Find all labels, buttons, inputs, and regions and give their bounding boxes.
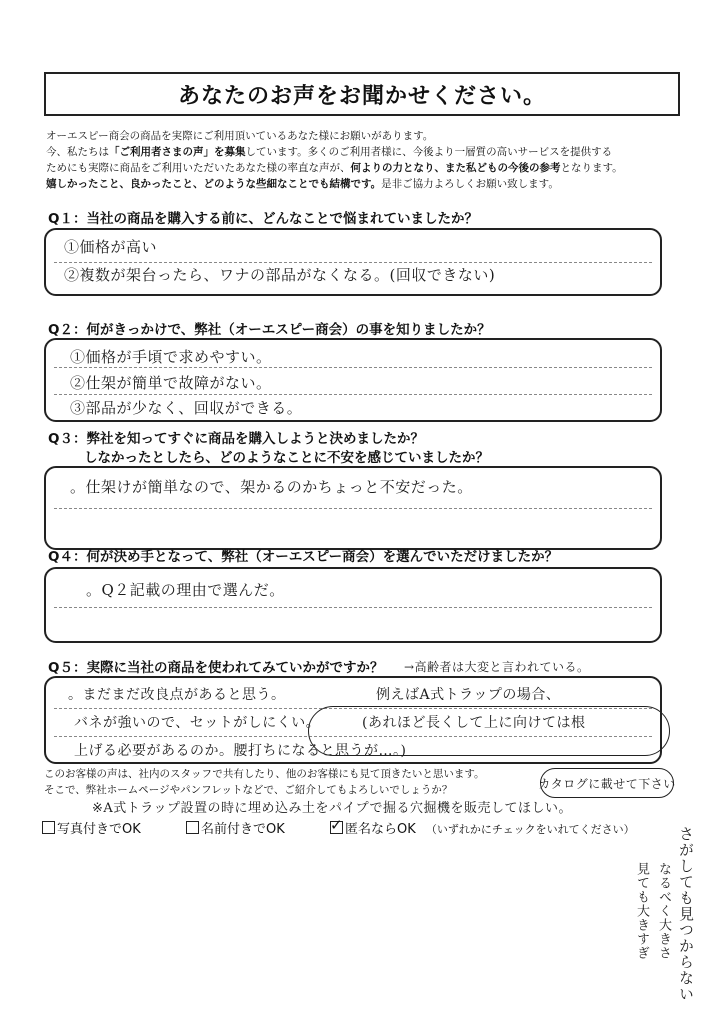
footer-line-2: そこで、弊社ホームページやパンフレットなどで、ご紹介してもよろしいでしょうか？: [44, 784, 453, 796]
page-title: あなたのお声をお聞かせください。: [177, 83, 546, 109]
answer-box-4[interactable]: [44, 567, 662, 643]
dotted-line: [54, 262, 652, 263]
checkbox-name[interactable]: [186, 818, 285, 837]
intro-line-2b: 「ご利用者さまの声」を募集: [109, 146, 246, 158]
handwritten-bracket: [308, 706, 670, 756]
catalog-bubble-text: カタログに載せて下さい: [538, 776, 676, 791]
intro-line-4b: 是非ご協力よろしくお願い致します。: [381, 178, 559, 190]
answer-box-1[interactable]: [44, 228, 662, 296]
intro-line-2: [46, 144, 686, 160]
check-mark-icon: ✓: [330, 816, 343, 834]
dotted-line: [54, 394, 652, 395]
answer-4-line-1: 。Q２記載の理由で選んだ。: [86, 581, 285, 599]
answer-5-note: →高齢者は大変と言われている。: [404, 660, 590, 674]
answer-5-line-1: 。まだまだ改良点があると思う。: [68, 687, 286, 703]
vertical-note-3: 見ても大きすぎ: [634, 862, 649, 960]
checkbox-name-box[interactable]: [186, 821, 199, 834]
question-3-line-2: しなかったとしたら、どのようなことに不安を感じていましたか？: [84, 450, 489, 466]
footer-line-1: このお客様の声は、社内のスタッフで共有したり、他のお客様にも見て頂きたいと思います。: [44, 768, 485, 780]
answer-2-line-2: ②仕架が簡単で故障がない。: [70, 374, 272, 392]
vertical-note-2: なるべく大きさ: [656, 862, 671, 960]
answer-5-line-1b: 例えばA式トラップの場合、: [376, 687, 561, 703]
catalog-bubble: [540, 768, 674, 798]
intro-line-3b: 何よりの力となり、また私どもの今後の参考: [350, 162, 561, 174]
intro-text: [46, 128, 686, 192]
checkbox-anon-label: 匿名ならOK: [345, 822, 416, 837]
extra-request: ※A式トラップ設置の時に埋め込み土をパイプで掘る穴掘機を販売してほしい。: [92, 801, 573, 816]
question-3-line-1: Q３：弊社を知ってすぐに商品を購入しようと決めましたか？: [48, 431, 424, 447]
intro-line-3: [46, 160, 686, 176]
checkbox-anon-box[interactable]: [330, 816, 343, 834]
intro-line-1: オーエスピー商会の商品を実際にご利用頂いているあなた様にお願いがあります。: [46, 130, 434, 142]
answer-5-line-2a: バネが強いので、セットがしにくい。: [74, 715, 321, 731]
answer-2-line-3: ③部品が少なく、回収ができる。: [70, 399, 303, 417]
answer-box-2[interactable]: [44, 338, 662, 422]
answer-2-line-1: ①価格が手頃で求めやすい。: [70, 348, 272, 366]
intro-line-3c: となります。: [560, 162, 623, 174]
title-box: [44, 72, 680, 116]
intro-line-3a: ためにも実際に商品をご利用いただいたあなた様の率直な声が、: [46, 162, 351, 174]
answer-box-3[interactable]: [44, 466, 662, 550]
answer-1-line-2: ②複数が架台ったら、ワナの部品がなくなる。(回収できない): [64, 266, 496, 284]
checkbox-photo[interactable]: [42, 818, 141, 837]
question-2: Q２：何がきっかけで、弊社（オーエスピー商会）の事を知りましたか？: [48, 322, 491, 338]
answer-5-line-3: 上げる必要があるのか。腰打ちになると思うが…。): [74, 743, 407, 759]
intro-line-4a: 嬉しかったこと、良かったこと、どのような些細なことでも結構です。: [46, 178, 382, 190]
dotted-line: [54, 607, 652, 608]
checkbox-anon[interactable]: [330, 818, 635, 837]
answer-1-line-1: ①価格が高い: [64, 238, 158, 256]
dotted-line: [54, 367, 652, 368]
question-1: Q１：当社の商品を購入する前に、どんなことで悩まれていましたか？: [48, 211, 478, 227]
intro-line-4: [46, 176, 686, 192]
question-5: Q５：実際に当社の商品を使われてみていかがですか？: [48, 660, 384, 676]
checkbox-note: （いずれかにチェックをいれてください）: [425, 823, 635, 836]
checkbox-name-label: 名前付きでOK: [201, 822, 285, 837]
answer-3-line-1: 。仕架けが簡単なので、架かるのかちょっと不安だった。: [70, 478, 473, 496]
answer-5-line-2b: (あれほど長くして上に向けては根: [362, 715, 586, 731]
question-4: Q４：何が決め手となって、弊社（オーエスピー商会）を選んでいただけましたか？: [48, 549, 559, 565]
checkbox-photo-box[interactable]: [42, 821, 55, 834]
dotted-line: [54, 508, 652, 509]
vertical-note-1: さがしても見つからない: [677, 826, 695, 1002]
checkbox-photo-label: 写真付きでOK: [57, 822, 141, 837]
intro-line-2c: しています。多くのご利用者様に、今後より一層質の高いサービスを提供する: [245, 146, 613, 158]
intro-line-2a: 今、私たちは: [46, 146, 109, 158]
